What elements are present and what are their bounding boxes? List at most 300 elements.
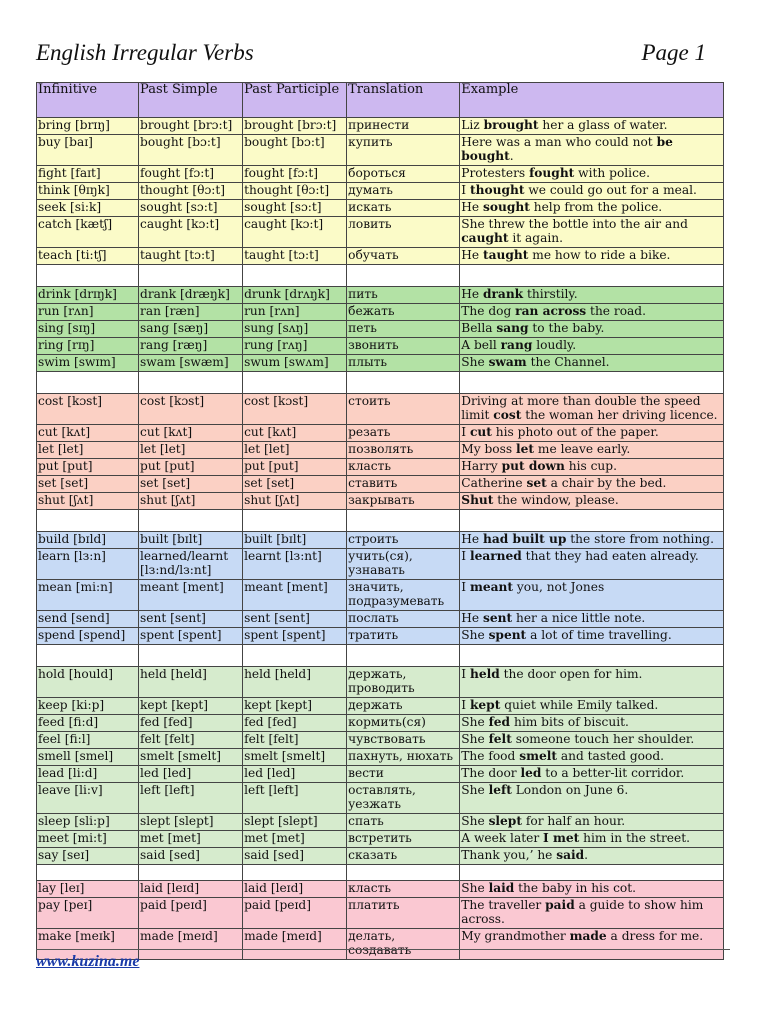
past-simple-cell: brought [brɔ:t] [139,118,243,135]
example-verb: kept [469,698,501,712]
example-text: She [461,732,489,746]
table-row [37,929,724,960]
infinitive-cell: ring [rɪŋ] [37,338,139,355]
past-simple-cell: let [let] [139,442,243,459]
table-row [37,532,724,549]
example-cell [460,200,724,217]
past-participle-cell: bought [bɔ:t] [243,135,347,166]
infinitive-cell: catch [kætʃ] [37,217,139,248]
example-verb: slept [488,814,522,828]
translation-cell: купить [347,135,460,166]
example-text: She [461,783,489,797]
past-simple-cell: sang [sæŋ] [139,321,243,338]
example-cell [460,135,724,166]
infinitive-cell: think [θɪŋk] [37,183,139,200]
table-row [37,732,724,749]
past-simple-cell: held [held] [139,667,243,698]
past-simple-cell: laid [leɪd] [139,881,243,898]
infinitive-cell: spend [spend] [37,628,139,645]
example-cell [460,355,724,372]
past-simple-cell: taught [tɔ:t] [139,248,243,265]
example-text: thirstily. [523,287,578,301]
example-cell [460,493,724,510]
example-text: loudly. [532,338,577,352]
empty-cell [139,372,243,394]
example-cell [460,898,724,929]
past-participle-cell: taught [tɔ:t] [243,248,347,265]
past-participle-cell: swum [swʌm] [243,355,347,372]
infinitive-cell: set [set] [37,476,139,493]
example-text: the road. [586,304,646,318]
infinitive-cell: keep [ki:p] [37,698,139,715]
past-participle-cell: left [left] [243,783,347,814]
empty-cell [243,645,347,667]
empty-cell [347,645,460,667]
example-cell [460,248,724,265]
translation-cell: чувствовать [347,732,460,749]
translation-cell: строить [347,532,460,549]
infinitive-cell: learn [lз:n] [37,549,139,580]
infinitive-cell: drink [drɪŋk] [37,287,139,304]
example-text: to a better-lit corridor. [541,766,685,780]
separator-row [37,865,724,881]
empty-cell [460,372,724,394]
example-verb: drank [482,287,524,301]
past-simple-cell: ran [ræn] [139,304,243,321]
past-simple-cell: slept [slept] [139,814,243,831]
example-text: He [461,287,483,301]
col-header-translation: Translation [347,83,460,118]
past-participle-cell: cost [kɔst] [243,394,347,425]
infinitive-cell: buy [baɪ] [37,135,139,166]
example-cell [460,217,724,248]
table-row [37,476,724,493]
past-participle-cell: drunk [drʌŋk] [243,287,347,304]
infinitive-cell: say [seɪ] [37,848,139,865]
past-simple-cell: built [bɪlt] [139,532,243,549]
table-row [37,200,724,217]
past-participle-cell: sent [sent] [243,611,347,628]
example-verb: led [520,766,542,780]
infinitive-cell: smell [smel] [37,749,139,766]
example-text: He [461,532,483,546]
example-text: He [461,611,483,625]
past-simple-cell: meant [ment] [139,580,243,611]
past-simple-cell: left [left] [139,783,243,814]
past-participle-cell: meant [ment] [243,580,347,611]
infinitive-cell: cut [kʌt] [37,425,139,442]
example-text: She [461,814,489,828]
table-row [37,394,724,425]
table-row [37,766,724,783]
past-participle-cell: thought [θɔ:t] [243,183,347,200]
example-verb: sent [482,611,513,625]
past-participle-cell: fought [fɔ:t] [243,166,347,183]
example-cell [460,848,724,865]
example-text: his photo out of the paper. [491,425,659,439]
past-participle-cell: met [met] [243,831,347,848]
example-text: the window, please. [493,493,619,507]
page-number: Page 1 [641,40,706,65]
example-verb: fed [488,715,511,729]
translation-cell: ловить [347,217,460,248]
translation-cell: звонить [347,338,460,355]
example-text: him bits of biscuit. [510,715,629,729]
example-verb: swam [488,355,527,369]
example-text: I [461,667,470,681]
past-simple-cell: said [sed] [139,848,243,865]
translation-cell: стоить [347,394,460,425]
example-text: London on June 6. [511,783,629,797]
example-text: him in the street. [579,831,690,845]
table-row [37,166,724,183]
past-simple-cell: put [put] [139,459,243,476]
past-simple-cell: spent [spent] [139,628,243,645]
table-row [37,118,724,135]
example-text: you, not Jones [513,580,605,594]
example-verb: caught [461,231,509,245]
infinitive-cell: swim [swɪm] [37,355,139,372]
example-text: the woman her driving licence. [521,408,718,422]
past-participle-cell: put [put] [243,459,347,476]
translation-cell: оставлять, уезжать [347,783,460,814]
table-row [37,183,724,200]
empty-cell [347,865,460,881]
table-row [37,549,724,580]
example-verb: ran across [515,304,587,318]
separator-row [37,265,724,287]
infinitive-cell: sing [sɪŋ] [37,321,139,338]
example-text: A bell [461,338,501,352]
example-text: that they had eaten already. [521,549,699,563]
infinitive-cell: bring [brɪŋ] [37,118,139,135]
infinitive-cell: seek [si:k] [37,200,139,217]
table-row [37,667,724,698]
col-header-past-participle: Past Participle [243,83,347,118]
translation-cell: послать [347,611,460,628]
past-simple-cell: kept [kept] [139,698,243,715]
translation-cell: закрывать [347,493,460,510]
table-row [37,304,724,321]
past-participle-cell: spent [spent] [243,628,347,645]
infinitive-cell: build [bɪld] [37,532,139,549]
translation-cell: держать, проводить [347,667,460,698]
translation-cell: платить [347,898,460,929]
empty-cell [347,265,460,287]
table-row [37,848,724,865]
col-header-infinitive: Infinitive [37,83,139,118]
translation-cell: бежать [347,304,460,321]
empty-cell [243,865,347,881]
example-text: a dress for me. [606,929,704,943]
past-simple-cell: smelt [smelt] [139,749,243,766]
example-text: Thank you,’ he [461,848,557,862]
website-link[interactable]: www.kuzina.me [36,953,140,970]
past-participle-cell: built [bɪlt] [243,532,347,549]
table-row [37,749,724,766]
table-row [37,321,724,338]
table-row [37,881,724,898]
example-cell [460,287,724,304]
infinitive-cell: cost [kɔst] [37,394,139,425]
past-simple-cell: cost [kɔst] [139,394,243,425]
past-simple-cell: caught [kɔ:t] [139,217,243,248]
example-cell [460,425,724,442]
empty-cell [460,510,724,532]
infinitive-cell: shut [ʃʌt] [37,493,139,510]
example-cell [460,321,724,338]
example-text: me leave early. [534,442,631,456]
example-text: She [461,881,489,895]
example-cell [460,766,724,783]
translation-cell: значить, подразумевать [347,580,460,611]
example-verb: smelt [519,749,557,763]
example-text: I [461,549,470,563]
table-row [37,814,724,831]
infinitive-cell: feed [fi:d] [37,715,139,732]
past-participle-cell: said [sed] [243,848,347,865]
translation-cell: искать [347,200,460,217]
example-verb: had built up [482,532,567,546]
example-verb: brought [483,118,539,132]
infinitive-cell: lead [li:d] [37,766,139,783]
example-text: I [461,183,470,197]
verbs-table-body [37,83,724,960]
translation-cell: держать [347,698,460,715]
example-cell [460,698,724,715]
example-text: . [509,149,514,163]
example-text: He [461,200,483,214]
infinitive-cell: pay [peɪ] [37,898,139,929]
past-participle-cell: sought [sɔ:t] [243,200,347,217]
example-verb: cut [469,425,492,439]
infinitive-cell: run [rʌn] [37,304,139,321]
table-row [37,442,724,459]
example-text: I [461,425,470,439]
translation-cell: позволять [347,442,460,459]
example-cell [460,459,724,476]
example-text: Harry [461,459,502,473]
past-participle-cell: let [let] [243,442,347,459]
past-simple-cell: bought [bɔ:t] [139,135,243,166]
table-row [37,715,724,732]
example-text: a chair by the bed. [546,476,667,490]
empty-cell [139,265,243,287]
past-participle-cell: laid [leɪd] [243,881,347,898]
example-cell [460,476,724,493]
past-simple-cell: led [led] [139,766,243,783]
past-participle-cell: made [meɪd] [243,929,347,960]
separator-row [37,645,724,667]
past-simple-cell: drank [dræŋk] [139,287,243,304]
infinitive-cell: let [let] [37,442,139,459]
empty-cell [243,510,347,532]
example-text: the store from nothing. [566,532,714,546]
example-verb: be bought [461,135,673,163]
past-participle-cell: paid [peɪd] [243,898,347,929]
example-verb: laid [488,881,515,895]
example-verb: meant [469,580,514,594]
document-title: English Irregular Verbs [36,40,254,65]
past-participle-cell: shut [ʃʌt] [243,493,347,510]
empty-cell [37,265,139,287]
example-cell [460,118,724,135]
table-row [37,355,724,372]
example-text: Here was a man who could not [461,135,657,149]
example-cell [460,611,724,628]
example-text: it again. [508,231,563,245]
example-text: the door open for him. [499,667,643,681]
example-verb: thought [469,183,525,197]
example-cell [460,442,724,459]
translation-cell: думать [347,183,460,200]
past-participle-cell: rung [rʌŋ] [243,338,347,355]
table-header-row [37,83,724,118]
example-text: and tasted good. [556,749,665,763]
example-cell [460,814,724,831]
past-participle-cell: cut [kʌt] [243,425,347,442]
empty-cell [37,865,139,881]
translation-cell: обучать [347,248,460,265]
example-cell [460,532,724,549]
past-simple-cell: thought [θɔ:t] [139,183,243,200]
example-verb: made [569,929,607,943]
table-row [37,459,724,476]
example-cell [460,166,724,183]
infinitive-cell: make [meɪk] [37,929,139,960]
example-text: I [461,698,470,712]
infinitive-cell: send [send] [37,611,139,628]
table-row [37,580,724,611]
example-cell [460,304,724,321]
past-simple-cell: fed [fed] [139,715,243,732]
translation-cell: плыть [347,355,460,372]
translation-cell: класть [347,459,460,476]
bottom-rule [36,949,730,950]
table-row [37,783,724,814]
empty-cell [460,645,724,667]
table-row [37,898,724,929]
example-text: The food [461,749,520,763]
empty-cell [37,645,139,667]
example-verb: sang [496,321,529,335]
col-header-example: Example [460,83,724,118]
past-participle-cell: held [held] [243,667,347,698]
infinitive-cell: lay [leɪ] [37,881,139,898]
table-row [37,611,724,628]
empty-cell [460,265,724,287]
table-row [37,135,724,166]
past-simple-cell: made [meɪd] [139,929,243,960]
past-simple-cell: learned/learnt [lз:nd/lз:nt] [139,549,243,580]
example-text: a lot of time travelling. [526,628,672,642]
example-cell [460,580,724,611]
example-cell [460,338,724,355]
example-text: the baby in his cot. [514,881,637,895]
example-verb: sought [482,200,530,214]
past-participle-cell: learnt [lз:nt] [243,549,347,580]
empty-cell [347,372,460,394]
example-text: The traveller [461,898,546,912]
infinitive-cell: mean [mi:n] [37,580,139,611]
translation-cell: принести [347,118,460,135]
past-simple-cell: paid [peɪd] [139,898,243,929]
infinitive-cell: meet [mi:t] [37,831,139,848]
past-simple-cell: met [met] [139,831,243,848]
example-text: quiet while Emily talked. [500,698,659,712]
example-text: help from the police. [529,200,663,214]
example-text: we could go out for a meal. [524,183,697,197]
example-verb: fought [529,166,575,180]
example-text: He [461,248,483,262]
example-verb: left [488,783,512,797]
translation-cell: вести [347,766,460,783]
past-simple-cell: set [set] [139,476,243,493]
empty-cell [139,645,243,667]
example-text: to the baby. [528,321,605,335]
example-text: Driving at more than double the speed limit [461,394,701,422]
separator-row [37,510,724,532]
table-row [37,248,724,265]
infinitive-cell: feel [fi:l] [37,732,139,749]
past-participle-cell: felt [felt] [243,732,347,749]
example-verb: put down [501,459,565,473]
example-text: My boss [461,442,517,456]
example-cell [460,881,724,898]
past-participle-cell: sung [sʌŋ] [243,321,347,338]
past-participle-cell: kept [kept] [243,698,347,715]
translation-cell: учить(ся), узнавать [347,549,460,580]
translation-cell: петь [347,321,460,338]
empty-cell [139,510,243,532]
example-verb: taught [482,248,529,262]
past-participle-cell: smelt [smelt] [243,749,347,766]
page-header [36,40,706,70]
translation-cell: встретить [347,831,460,848]
example-text: She threw the bottle into the air and [461,217,688,231]
infinitive-cell: hold [hould] [37,667,139,698]
table-row [37,831,724,848]
example-cell [460,715,724,732]
col-header-past-simple: Past Simple [139,83,243,118]
example-cell [460,831,724,848]
past-participle-cell: run [rʌn] [243,304,347,321]
example-verb: set [526,476,547,490]
past-participle-cell: slept [slept] [243,814,347,831]
empty-cell [243,265,347,287]
translation-cell: ставить [347,476,460,493]
translation-cell: класть [347,881,460,898]
past-participle-cell: fed [fed] [243,715,347,732]
translation-cell: спать [347,814,460,831]
example-text: The door [461,766,521,780]
past-simple-cell: rang [ræŋ] [139,338,243,355]
example-text: someone touch her shoulder. [511,732,695,746]
past-simple-cell: sent [sent] [139,611,243,628]
example-text: with police. [574,166,650,180]
past-simple-cell: cut [kʌt] [139,425,243,442]
example-cell [460,929,724,960]
example-verb: spent [488,628,527,642]
example-verb: cost [493,408,522,422]
past-simple-cell: fought [fɔ:t] [139,166,243,183]
example-verb: Shut [461,493,494,507]
translation-cell: бороться [347,166,460,183]
example-cell [460,183,724,200]
example-verb: rang [500,338,533,352]
example-cell [460,549,724,580]
example-text: The dog [461,304,516,318]
